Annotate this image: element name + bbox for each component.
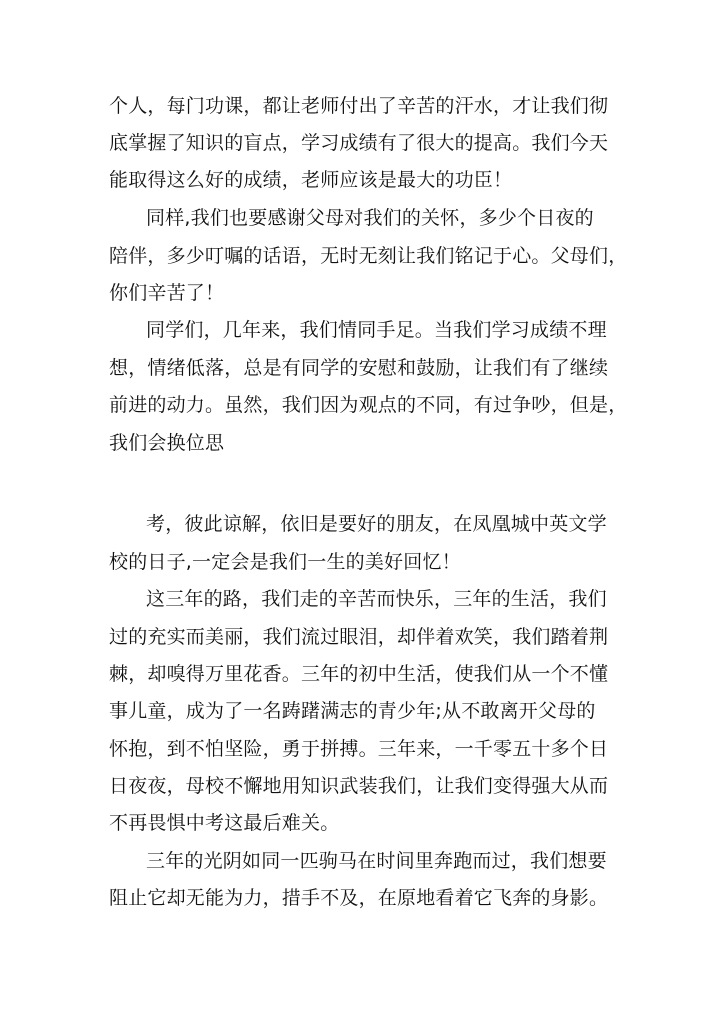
paragraph-line: 考，彼此谅解，依旧是要好的朋友，在凤凰城中英文学 [146, 513, 607, 535]
paragraph-line: 怀抱，到不怕坚险，勇于拼搏。三年来，一千零五十多个日 [109, 738, 609, 760]
paragraph-line: 同样,我们也要感谢父母对我们的关怀，多少个日夜的 [146, 207, 594, 229]
paragraph-line: 你们辛苦了！ [109, 282, 225, 304]
paragraph-line: 日夜夜，母校不懈地用知识武装我们，让我们变得强大从而 [109, 775, 609, 797]
paragraph-line: 校的日子,一定会是我们一生的美好回忆！ [109, 551, 461, 573]
paragraph-line: 过的充实而美丽，我们流过眼泪，却伴着欢笑，我们踏着荆 [109, 626, 609, 648]
paragraph-line: 能取得这么好的成绩，老师应该是最大的功臣！ [109, 169, 513, 191]
paragraph-line: 棘，却嗅得万里花香。三年的初中生活，使我们从一个不懂 [109, 663, 609, 685]
paragraph-line: 事儿童，成为了一名踌躇满志的青少年;从不敢离开父母的 [109, 700, 596, 722]
paragraph-line: 三年的光阴如同一匹驹马在时间里奔跑而过，我们想要 [146, 850, 607, 872]
paragraph-line: 同学们，几年来，我们情同手足。当我们学习成绩不理 [146, 319, 607, 341]
paragraph-line: 这三年的路，我们走的辛苦而快乐，三年的生活，我们 [146, 588, 607, 610]
paragraph-line: 底掌握了知识的盲点，学习成绩有了很大的提高。我们今天 [109, 132, 609, 154]
paragraph-line: 个人，每门功课，都让老师付出了辛苦的汗水，才让我们彻 [109, 95, 609, 117]
paragraph-line: 不再畏惧中考这最后难关。 [109, 812, 340, 834]
paragraph-line: 阻止它却无能为力，措手不及，在原地看着它飞奔的身影。 [109, 887, 609, 909]
paragraph-line: 想，情绪低落，总是有同学的安慰和鼓励，让我们有了继续 [109, 357, 609, 379]
paragraph-line: 我们会换位思 [109, 432, 225, 454]
paragraph-line: 前进的动力。虽然，我们因为观点的不同，有过争吵，但是， [109, 394, 628, 416]
paragraph-line: 陪伴，多少叮嘱的话语，无时无刻让我们铭记于心。父母们， [109, 245, 628, 267]
